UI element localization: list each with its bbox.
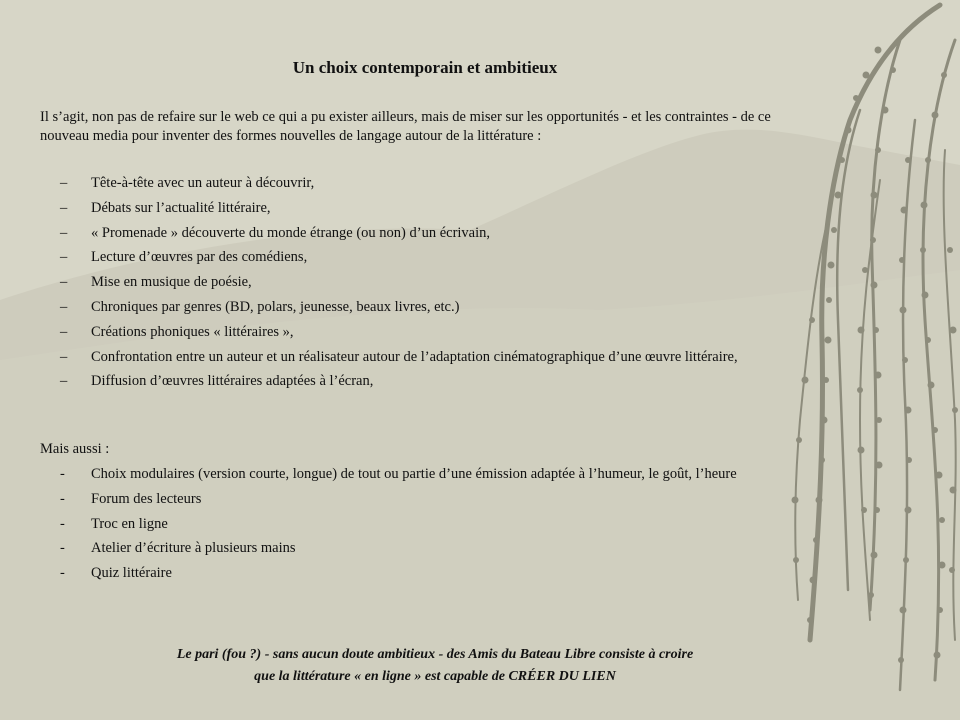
list-item: – Débats sur l’actualité littéraire, [60,199,271,216]
intro-paragraph: Il s’agit, non pas de refaire sur le web ce qui a pu exister ailleurs, mais de miser sur les opportunités - et les contraintes - de ce nouveau media pour inventer des formes nouvelles de langage autour de la littérature : [40,109,771,144]
dash-bullet: – [60,175,68,191]
list-item: - Troc en ligne [60,515,168,532]
list-item: – Chroniques par genres (BD, polars, jeunesse, beaux livres, etc.) [60,298,460,315]
dash-bullet: – [60,224,68,241]
list-item: - Choix modulaires (version courte, longue) de tout ou partie d’une émission adaptée à l’humeur, le goût, l’heure [60,466,737,482]
dash-bullet: – [60,348,68,365]
hyphen-bullet: - [60,565,65,582]
dash-bullet: – [60,323,68,340]
list-item: - Forum des lecteurs [60,490,202,507]
dash-bullet: – [60,249,68,266]
closing-line-1: Le pari (fou ?) - sans aucun doute ambitieux - des Amis du Bateau Libre consiste à croire [176,647,694,662]
hyphen-bullet: - [60,490,65,507]
list-item: – Créations phoniques « littéraires », [60,323,294,340]
dash-bullet: – [60,199,68,216]
hyphen-bullet: - [60,540,65,557]
extras-list [40,465,820,589]
hyphen-bullet: - [60,466,65,482]
dash-bullet: – [60,274,68,291]
list-item: – Confrontation entre un auteur et un réalisateur autour de l’adaptation cinématographique d’une œuvre littéraire, [60,348,738,365]
list-item: - Quiz littéraire [60,565,172,582]
slide-title: Un choix contemporain et ambitieux [292,58,558,77]
list-item: – « Promenade » découverte du monde étrange (ou non) d’un écrivain, [60,224,491,241]
list-item: – Lecture d’œuvres par des comédiens, [60,249,308,266]
dash-bullet: – [60,373,68,390]
closing-statement [0,644,870,688]
list-item: – Mise en musique de poésie, [60,274,252,291]
list-item: – Diffusion d’œuvres littéraires adaptées à l’écran, [60,373,374,390]
mais-aussi-heading: Mais aussi : [40,441,110,457]
features-list [40,174,820,397]
list-item: – Tête-à-tête avec un auteur à découvrir, [60,175,315,191]
closing-line-2: que la littérature « en ligne » est capable de CRÉER DU LIEN [254,669,616,684]
hyphen-bullet: - [60,515,65,532]
dash-bullet: – [60,298,68,315]
list-item: - Atelier d’écriture à plusieurs mains [60,540,296,557]
